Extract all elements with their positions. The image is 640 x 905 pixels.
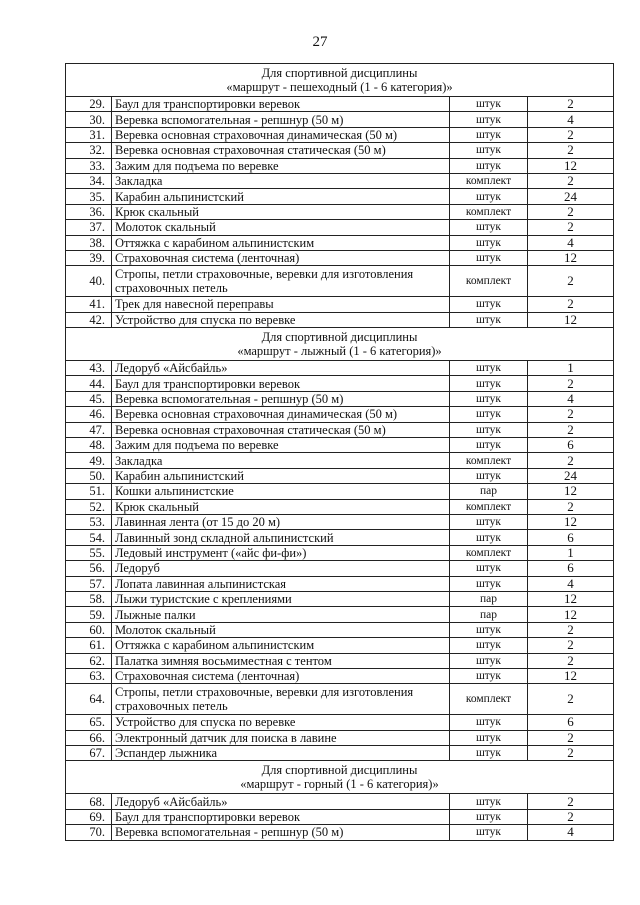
item-name: Лавинная лента (от 15 до 20 м): [112, 514, 450, 529]
quantity: 2: [528, 143, 614, 158]
section-title-line1: Для спортивной дисциплины: [261, 763, 418, 778]
item-name: Карабин альпинистский: [112, 468, 450, 483]
table-row: [66, 361, 614, 376]
quantity: 12: [528, 591, 614, 606]
section-title: [66, 761, 614, 794]
quantity: 24: [528, 468, 614, 483]
row-number: 35.: [66, 189, 112, 204]
table-row: [66, 622, 614, 637]
unit-of-measure: штук: [450, 312, 528, 327]
table-row: [66, 561, 614, 576]
row-number: 32.: [66, 143, 112, 158]
unit-of-measure: комплект: [450, 266, 528, 297]
page-number: 27: [312, 34, 328, 50]
quantity: 6: [528, 715, 614, 730]
quantity: 2: [528, 297, 614, 312]
table-row: [66, 730, 614, 745]
unit-of-measure: штук: [450, 127, 528, 142]
quantity: 6: [528, 561, 614, 576]
unit-of-measure: штук: [450, 189, 528, 204]
item-name: Закладка: [112, 173, 450, 188]
unit-of-measure: пар: [450, 607, 528, 622]
unit-of-measure: штук: [450, 235, 528, 250]
table-row: [66, 422, 614, 437]
quantity: 2: [528, 266, 614, 297]
row-number: 70.: [66, 825, 112, 840]
item-name: Устройство для спуска по веревке: [112, 312, 450, 327]
table-row: [66, 591, 614, 606]
row-number: 49.: [66, 453, 112, 468]
row-number: 31.: [66, 127, 112, 142]
table-row: [66, 297, 614, 312]
quantity: 2: [528, 422, 614, 437]
table-row: [66, 545, 614, 560]
row-number: 29.: [66, 97, 112, 112]
unit-of-measure: штук: [450, 220, 528, 235]
row-number: 48.: [66, 438, 112, 453]
item-name: Ледоруб: [112, 561, 450, 576]
unit-of-measure: штук: [450, 514, 528, 529]
table-row: [66, 312, 614, 327]
table-row: [66, 127, 614, 142]
section-title-line1: Для спортивной дисциплины: [261, 66, 418, 80]
table-row: [66, 453, 614, 468]
quantity: 2: [528, 684, 614, 715]
item-name: Страховочная система (ленточная): [112, 668, 450, 683]
unit-of-measure: комплект: [450, 499, 528, 514]
row-number: 69.: [66, 809, 112, 824]
row-number: 63.: [66, 668, 112, 683]
item-name: Баул для транспортировки веревок: [112, 376, 450, 391]
section-header: [66, 64, 614, 97]
table-row: [66, 484, 614, 499]
table-row: [66, 809, 614, 824]
equipment-table: [65, 63, 614, 841]
quantity: 4: [528, 825, 614, 840]
unit-of-measure: штук: [450, 438, 528, 453]
quantity: 12: [528, 607, 614, 622]
unit-of-measure: штук: [450, 407, 528, 422]
table-row: [66, 638, 614, 653]
section-title-line1: Для спортивной дисциплины: [261, 330, 418, 345]
unit-of-measure: комплект: [450, 545, 528, 560]
table-row: [66, 407, 614, 422]
item-name: Крюк скальный: [112, 499, 450, 514]
quantity: 2: [528, 746, 614, 761]
unit-of-measure: штук: [450, 391, 528, 406]
row-number: 61.: [66, 638, 112, 653]
row-number: 55.: [66, 545, 112, 560]
table-row: [66, 235, 614, 250]
row-number: 58.: [66, 591, 112, 606]
row-number: 39.: [66, 250, 112, 265]
row-number: 60.: [66, 622, 112, 637]
item-name: Веревка основная страховочная статическая (50 м): [112, 422, 450, 437]
unit-of-measure: комплект: [450, 204, 528, 219]
unit-of-measure: штук: [450, 97, 528, 112]
row-number: 36.: [66, 204, 112, 219]
section-title-line2: «маршрут - пешеходный (1 - 6 категория)»: [226, 80, 453, 94]
item-name: Зажим для подъема по веревке: [112, 438, 450, 453]
table-row: [66, 112, 614, 127]
quantity: 2: [528, 127, 614, 142]
row-number: 47.: [66, 422, 112, 437]
unit-of-measure: штук: [450, 468, 528, 483]
item-name: Лыжные палки: [112, 607, 450, 622]
row-number: 57.: [66, 576, 112, 591]
quantity: 1: [528, 361, 614, 376]
table-row: [66, 746, 614, 761]
quantity: 1: [528, 545, 614, 560]
unit-of-measure: штук: [450, 112, 528, 127]
row-number: 50.: [66, 468, 112, 483]
quantity: 12: [528, 668, 614, 683]
item-name: Закладка: [112, 453, 450, 468]
unit-of-measure: штук: [450, 376, 528, 391]
unit-of-measure: комплект: [450, 453, 528, 468]
item-name: Электронный датчик для поиска в лавине: [112, 730, 450, 745]
table-row: [66, 97, 614, 112]
item-name: Стропы, петли страховочные, веревки для изготовления страховочных петель: [112, 684, 450, 715]
row-number: 51.: [66, 484, 112, 499]
row-number: 43.: [66, 361, 112, 376]
row-number: 64.: [66, 684, 112, 715]
quantity: 4: [528, 235, 614, 250]
quantity: 2: [528, 220, 614, 235]
table-row: [66, 653, 614, 668]
item-name: Ледовый инструмент («айс фи-фи»): [112, 545, 450, 560]
unit-of-measure: штук: [450, 622, 528, 637]
table-row: [66, 825, 614, 840]
table-row: [66, 158, 614, 173]
unit-of-measure: штук: [450, 715, 528, 730]
item-name: Веревка основная страховочная статическая (50 м): [112, 143, 450, 158]
item-name: Страховочная система (ленточная): [112, 250, 450, 265]
item-name: Кошки альпинистские: [112, 484, 450, 499]
quantity: 6: [528, 438, 614, 453]
row-number: 41.: [66, 297, 112, 312]
quantity: 4: [528, 112, 614, 127]
section-header: [66, 761, 614, 794]
item-name: Ледоруб «Айсбайль»: [112, 794, 450, 809]
table-row: [66, 715, 614, 730]
row-number: 59.: [66, 607, 112, 622]
item-name: Баул для транспортировки веревок: [112, 809, 450, 824]
quantity: 2: [528, 97, 614, 112]
quantity: 12: [528, 514, 614, 529]
unit-of-measure: штук: [450, 668, 528, 683]
row-number: 38.: [66, 235, 112, 250]
row-number: 30.: [66, 112, 112, 127]
quantity: 2: [528, 622, 614, 637]
table-row: [66, 794, 614, 809]
table-row: [66, 514, 614, 529]
item-name: Веревка вспомогательная - репшнур (50 м): [112, 391, 450, 406]
quantity: 6: [528, 530, 614, 545]
section-title-line2: «маршрут - горный (1 - 6 категория)»: [240, 777, 439, 792]
unit-of-measure: штук: [450, 250, 528, 265]
item-name: Крюк скальный: [112, 204, 450, 219]
table-row: [66, 499, 614, 514]
unit-of-measure: штук: [450, 561, 528, 576]
row-number: 46.: [66, 407, 112, 422]
row-number: 34.: [66, 173, 112, 188]
quantity: 12: [528, 484, 614, 499]
unit-of-measure: пар: [450, 591, 528, 606]
unit-of-measure: штук: [450, 297, 528, 312]
table-row: [66, 204, 614, 219]
item-name: Оттяжка с карабином альпинистским: [112, 638, 450, 653]
table-row: [66, 376, 614, 391]
row-number: 37.: [66, 220, 112, 235]
item-name: Баул для транспортировки веревок: [112, 97, 450, 112]
item-name: Молоток скальный: [112, 622, 450, 637]
row-number: 52.: [66, 499, 112, 514]
section-header: [66, 328, 614, 361]
quantity: 2: [528, 499, 614, 514]
table-row: [66, 173, 614, 188]
quantity: 12: [528, 312, 614, 327]
unit-of-measure: штук: [450, 530, 528, 545]
table-row: [66, 220, 614, 235]
table-row: [66, 391, 614, 406]
quantity: 12: [528, 250, 614, 265]
row-number: 45.: [66, 391, 112, 406]
quantity: 2: [528, 453, 614, 468]
table-row: [66, 668, 614, 683]
quantity: 2: [528, 809, 614, 824]
row-number: 54.: [66, 530, 112, 545]
table-row: [66, 438, 614, 453]
equipment-table-body: [66, 64, 614, 841]
table-row: [66, 189, 614, 204]
quantity: 2: [528, 376, 614, 391]
row-number: 40.: [66, 266, 112, 297]
unit-of-measure: штук: [450, 746, 528, 761]
row-number: 68.: [66, 794, 112, 809]
row-number: 66.: [66, 730, 112, 745]
quantity: 2: [528, 173, 614, 188]
table-row: [66, 607, 614, 622]
item-name: Лыжи туристские с креплениями: [112, 591, 450, 606]
unit-of-measure: комплект: [450, 684, 528, 715]
item-name: Молоток скальный: [112, 220, 450, 235]
item-name: Палатка зимняя восьмиместная с тентом: [112, 653, 450, 668]
item-name: Веревка основная страховочная динамическая (50 м): [112, 407, 450, 422]
item-name: Эспандер лыжника: [112, 746, 450, 761]
item-name: Веревка основная страховочная динамическая (50 м): [112, 127, 450, 142]
table-row: [66, 250, 614, 265]
item-name: Трек для навесной переправы: [112, 297, 450, 312]
table-row: [66, 143, 614, 158]
unit-of-measure: штук: [450, 825, 528, 840]
row-number: 62.: [66, 653, 112, 668]
item-name: Карабин альпинистский: [112, 189, 450, 204]
table-row: [66, 266, 614, 297]
quantity: 2: [528, 794, 614, 809]
unit-of-measure: пар: [450, 484, 528, 499]
item-name: Ледоруб «Айсбайль»: [112, 361, 450, 376]
unit-of-measure: штук: [450, 794, 528, 809]
row-number: 42.: [66, 312, 112, 327]
quantity: 2: [528, 653, 614, 668]
row-number: 65.: [66, 715, 112, 730]
quantity: 2: [528, 730, 614, 745]
quantity: 12: [528, 158, 614, 173]
section-title-line2: «маршрут - лыжный (1 - 6 категория)»: [237, 344, 442, 359]
quantity: 2: [528, 204, 614, 219]
quantity: 24: [528, 189, 614, 204]
unit-of-measure: штук: [450, 730, 528, 745]
item-name: Лопата лавинная альпинистская: [112, 576, 450, 591]
unit-of-measure: штук: [450, 422, 528, 437]
table-row: [66, 530, 614, 545]
table-row: [66, 684, 614, 715]
table-row: [66, 468, 614, 483]
unit-of-measure: штук: [450, 143, 528, 158]
item-name: Веревка вспомогательная - репшнур (50 м): [112, 825, 450, 840]
unit-of-measure: комплект: [450, 173, 528, 188]
unit-of-measure: штук: [450, 809, 528, 824]
section-title: [66, 64, 614, 97]
unit-of-measure: штук: [450, 158, 528, 173]
item-name: Зажим для подъема по веревке: [112, 158, 450, 173]
row-number: 44.: [66, 376, 112, 391]
unit-of-measure: штук: [450, 361, 528, 376]
quantity: 2: [528, 638, 614, 653]
item-name: Устройство для спуска по веревке: [112, 715, 450, 730]
quantity: 2: [528, 407, 614, 422]
unit-of-measure: штук: [450, 638, 528, 653]
table-row: [66, 576, 614, 591]
unit-of-measure: штук: [450, 576, 528, 591]
quantity: 4: [528, 576, 614, 591]
row-number: 56.: [66, 561, 112, 576]
item-name: Оттяжка с карабином альпинистским: [112, 235, 450, 250]
item-name: Веревка вспомогательная - репшнур (50 м): [112, 112, 450, 127]
item-name: Лавинный зонд складной альпинистский: [112, 530, 450, 545]
quantity: 4: [528, 391, 614, 406]
section-title: [66, 328, 614, 361]
row-number: 67.: [66, 746, 112, 761]
unit-of-measure: штук: [450, 653, 528, 668]
item-name: Стропы, петли страховочные, веревки для изготовления страховочных петель: [112, 266, 450, 297]
row-number: 33.: [66, 158, 112, 173]
row-number: 53.: [66, 514, 112, 529]
